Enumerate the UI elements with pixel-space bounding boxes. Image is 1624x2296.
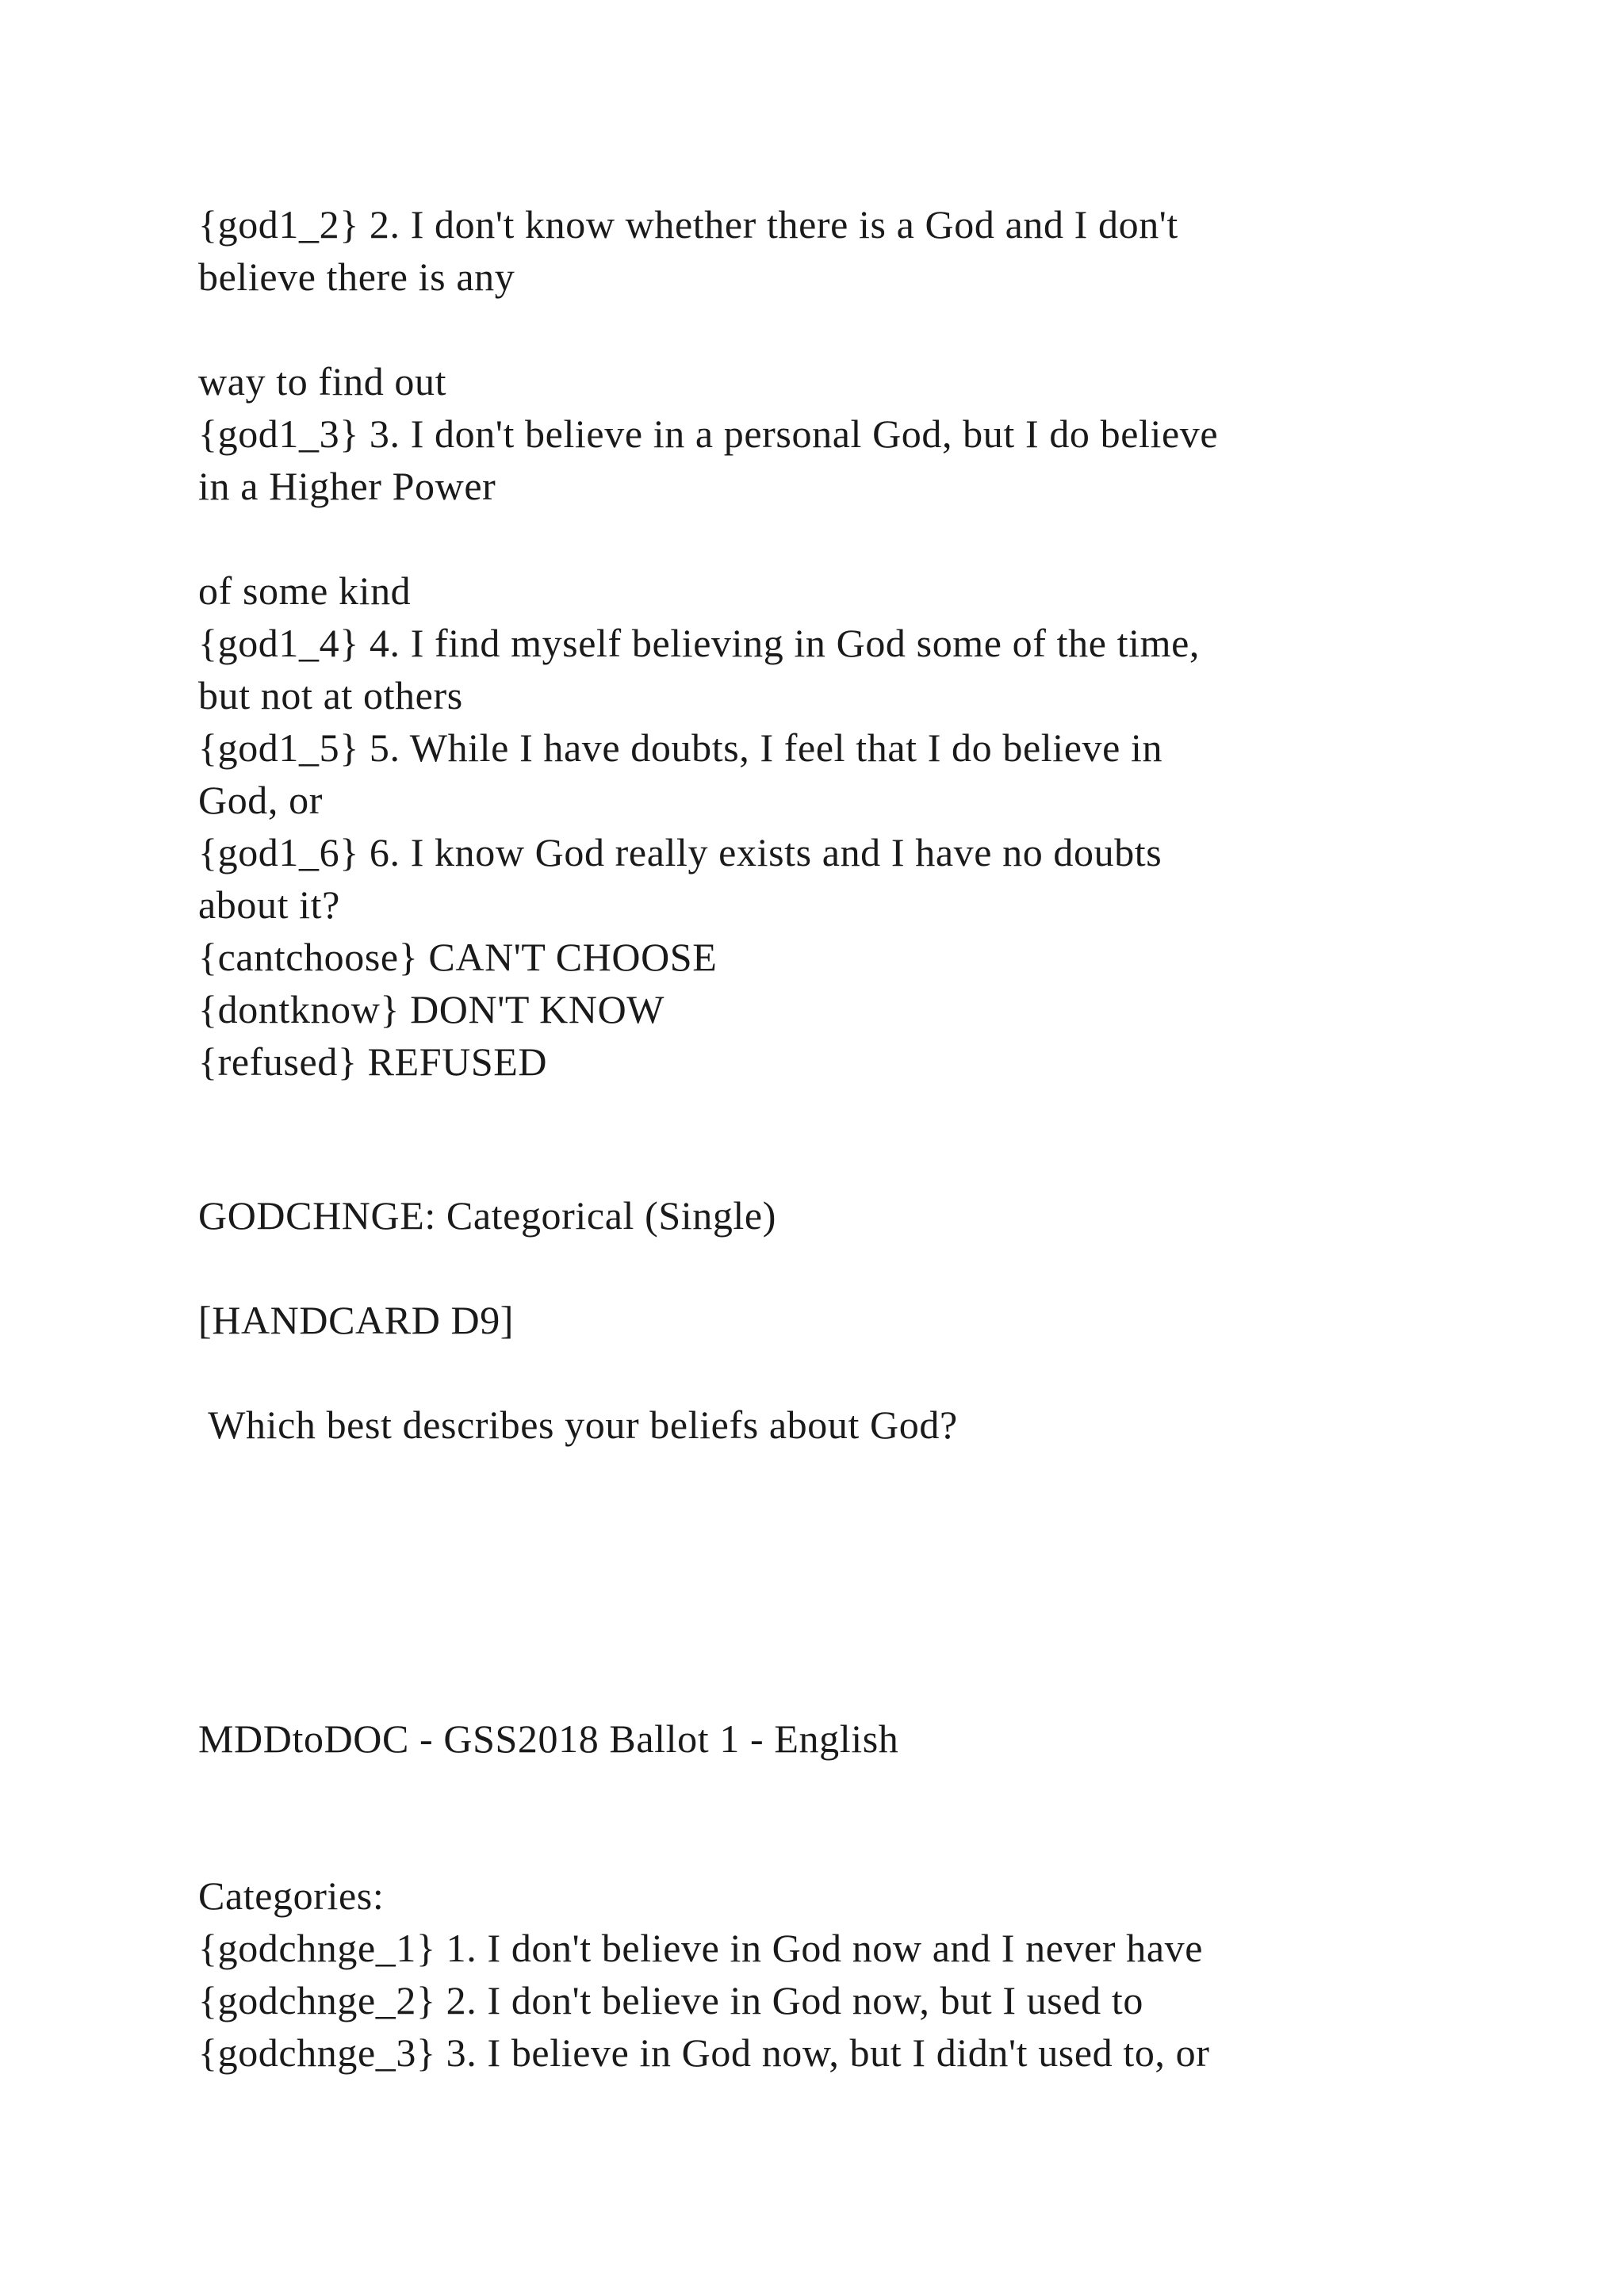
option-god1-5-line1: {god1_5} 5. While I have doubts, I feel that I do believe in: [198, 725, 1163, 770]
option-godchnge-2: {godchnge_2} 2. I don't believe in God now, but I used to: [198, 1978, 1143, 2022]
document-footer: MDDtoDOC - GSS2018 Ballot 1 - English: [198, 1716, 899, 1761]
option-refused: {refused} REFUSED: [198, 1039, 548, 1084]
question-text: Which best describes your beliefs about God?: [198, 1402, 958, 1447]
option-god1-6-line2: about it?: [198, 882, 340, 927]
option-god1-4-line2: but not at others: [198, 673, 463, 718]
option-god1-2-line2: believe there is any: [198, 254, 515, 299]
option-god1-3-line3: of some kind: [198, 568, 412, 613]
question-header: GODCHNGE: Categorical (Single): [198, 1193, 776, 1238]
categories-heading: Categories:: [198, 1873, 385, 1918]
option-godchnge-3: {godchnge_3} 3. I believe in God now, but I didn't used to, or: [198, 2030, 1210, 2075]
option-godchnge-1: {godchnge_1} 1. I don't believe in God now and I never have: [198, 1926, 1204, 1970]
option-god1-6-line1: {god1_6} 6. I know God really exists and I have no doubts: [198, 830, 1162, 874]
option-god1-3-line2: in a Higher Power: [198, 464, 496, 508]
option-god1-3-line1: {god1_3} 3. I don't believe in a personal God, but I do believe: [198, 411, 1219, 456]
option-cantchoose: {cantchoose} CAN'T CHOOSE: [198, 935, 718, 979]
option-god1-5-line2: God, or: [198, 778, 323, 822]
option-god1-2-line1: {god1_2} 2. I don't know whether there is a God and I don't: [198, 202, 1178, 247]
option-dontknow: {dontknow} DON'T KNOW: [198, 987, 665, 1031]
option-god1-4-line1: {god1_4} 4. I find myself believing in God some of the time,: [198, 621, 1200, 665]
handcard-label: [HANDCARD D9]: [198, 1298, 515, 1342]
option-god1-2-line3: way to find out: [198, 359, 447, 404]
